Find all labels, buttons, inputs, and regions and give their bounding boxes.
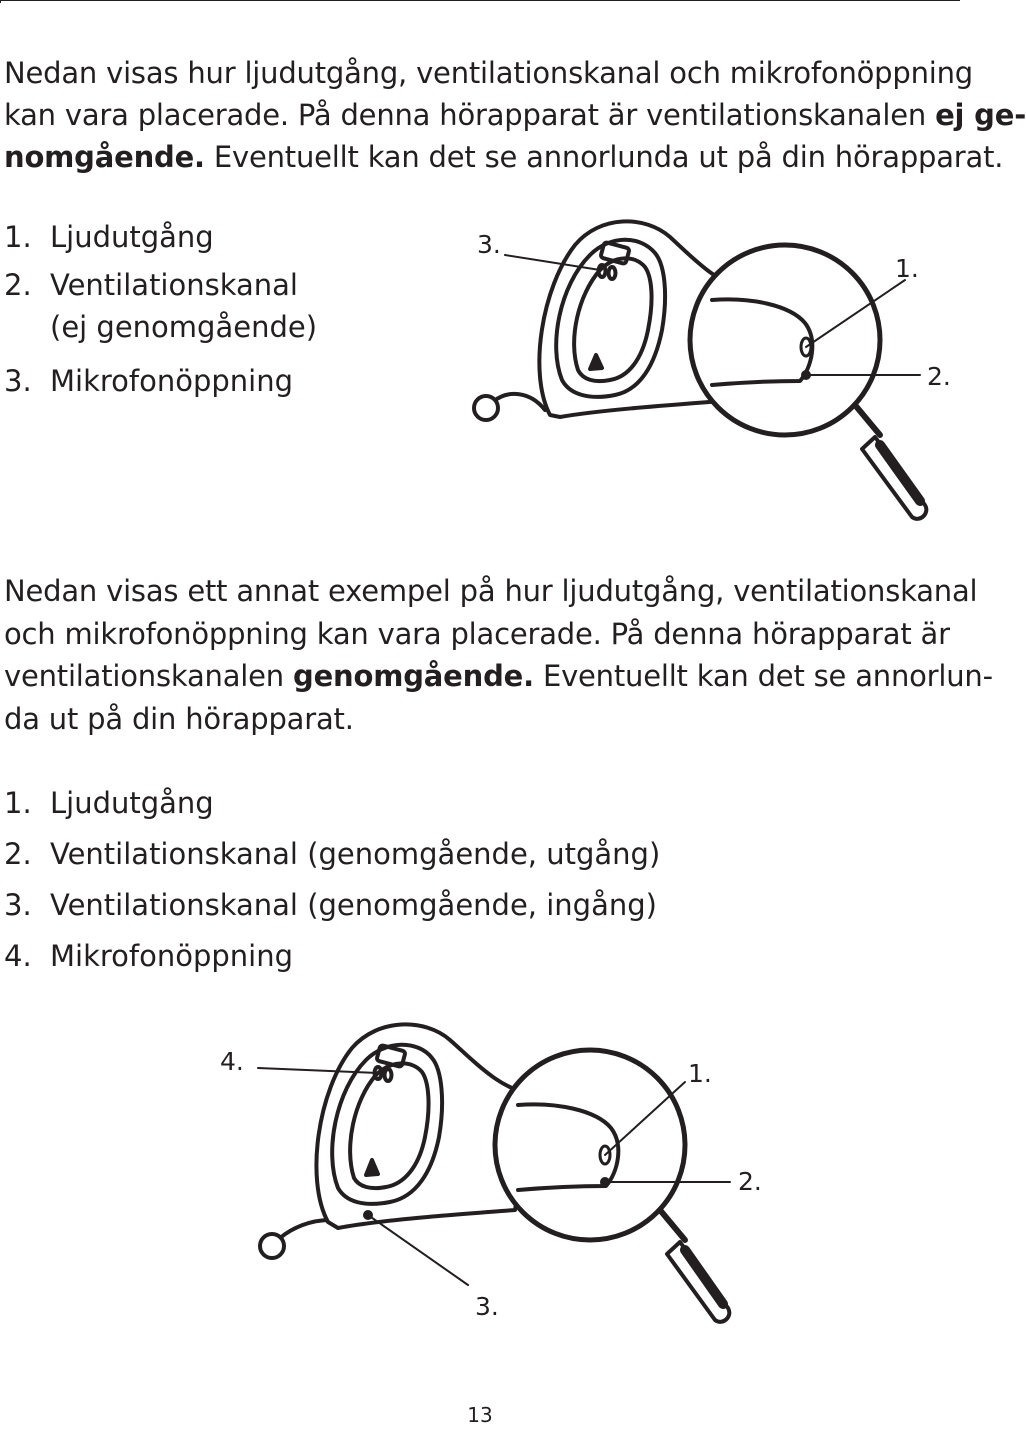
figure2-label-1: 1. bbox=[688, 1059, 712, 1088]
figure2-label-4: 4. bbox=[220, 1047, 244, 1076]
figure1-label-2: 2. bbox=[927, 362, 951, 391]
legend1-item-1-num: 1. bbox=[4, 220, 32, 254]
magnifier-handle-icon-2 bbox=[667, 1242, 729, 1322]
cord-knob-icon bbox=[474, 396, 498, 420]
legend1-item-3-num: 3. bbox=[4, 364, 32, 398]
hearing-aid-figure-2 bbox=[210, 1010, 780, 1320]
legend2-item-3-label: Ventilationskanal (genomgående, ingång) bbox=[50, 888, 657, 922]
legend1-item-2-label: Ventilationskanal bbox=[50, 268, 298, 302]
top-border-rule bbox=[0, 0, 960, 3]
legend2-item-4 bbox=[4, 935, 660, 986]
legend2-item-1 bbox=[4, 782, 660, 833]
cord-line-icon bbox=[494, 394, 545, 410]
magnifier-neck-icon-2 bbox=[660, 1210, 685, 1240]
legend1-item-1 bbox=[4, 216, 317, 264]
intro1-line-1: Nedan visas hur ljudutgång, ventilationskanal och mikrofonöppning bbox=[4, 56, 974, 90]
intro1-line-3-tail: Eventuellt kan det se annorlunda ut på din hörapparat. bbox=[204, 140, 1004, 174]
legend2-item-2 bbox=[4, 833, 660, 884]
legend1-item-2-num: 2. bbox=[4, 268, 32, 302]
intro2-line-1: Nedan visas ett annat exempel på hur ljudutgång, ventilationskanal bbox=[4, 574, 978, 608]
figure2-label-3: 3. bbox=[475, 1292, 499, 1321]
intro1-line-2-text: kan vara placerade. På denna hörapparat är ventilationskanalen bbox=[4, 98, 936, 132]
intro-paragraph-1 bbox=[4, 52, 1026, 178]
figure1-label-3: 3. bbox=[477, 230, 501, 259]
legend2-item-1-label: Ljudutgång bbox=[50, 786, 214, 820]
legend2-item-2-num: 2. bbox=[4, 837, 32, 871]
legend-list-1 bbox=[4, 216, 317, 408]
legend1-item-3 bbox=[4, 360, 317, 408]
magnifier-lens-icon bbox=[690, 245, 880, 435]
intro2-line-2: och mikrofonöppning kan vara placerade. På denna hörapparat är bbox=[4, 616, 950, 651]
page-number: 13 bbox=[467, 1403, 493, 1427]
legend2-item-4-num: 4. bbox=[4, 939, 32, 973]
legend2-item-3 bbox=[4, 884, 660, 935]
legend2-item-1-num: 1. bbox=[4, 786, 32, 820]
intro2-bold-genomgaende: genomgående. bbox=[293, 659, 534, 693]
magnifier-handle-grip-icon bbox=[880, 445, 920, 501]
magnifier-lens-icon-2 bbox=[495, 1050, 685, 1240]
intro-paragraph-2 bbox=[4, 570, 993, 740]
intro2-line-3-pre: ventilationskanalen bbox=[4, 659, 294, 693]
intro1-bold-cont: nomgående. bbox=[4, 140, 205, 174]
hearing-aid-figure-1 bbox=[450, 205, 960, 525]
legend2-item-3-num: 3. bbox=[4, 888, 32, 922]
figure2-label-2: 2. bbox=[738, 1167, 762, 1196]
legend1-item-2-cont: (ej genomgående) bbox=[50, 310, 318, 344]
legend-list-2 bbox=[4, 782, 660, 986]
magnifier-handle-icon bbox=[862, 437, 926, 519]
cord-knob-icon-2 bbox=[260, 1234, 284, 1258]
legend1-item-1-label: Ljudutgång bbox=[50, 220, 214, 254]
legend1-item-2 bbox=[4, 264, 317, 360]
intro1-line-3 bbox=[4, 136, 1004, 178]
legend2-item-2-label: Ventilationskanal (genomgående, utgång) bbox=[50, 837, 661, 871]
intro2-line-3-post: Eventuellt kan det se annorlun- bbox=[533, 659, 993, 693]
magnifier-handle-grip-icon-2 bbox=[685, 1250, 723, 1304]
legend1-item-3-label: Mikrofonöppning bbox=[50, 364, 294, 398]
intro2-line-3 bbox=[4, 655, 993, 698]
magnifier-neck-icon bbox=[855, 405, 880, 435]
intro1-line-2 bbox=[4, 94, 1026, 136]
callout-line-3b bbox=[368, 1215, 468, 1285]
intro2-line-4: da ut på din hörapparat. bbox=[4, 701, 354, 736]
cord-line-icon-2 bbox=[280, 1220, 330, 1238]
legend2-item-4-label: Mikrofonöppning bbox=[50, 939, 294, 973]
figure1-label-1: 1. bbox=[895, 254, 919, 283]
intro1-bold-ej-genomgaende: ej ge- bbox=[935, 98, 1026, 132]
